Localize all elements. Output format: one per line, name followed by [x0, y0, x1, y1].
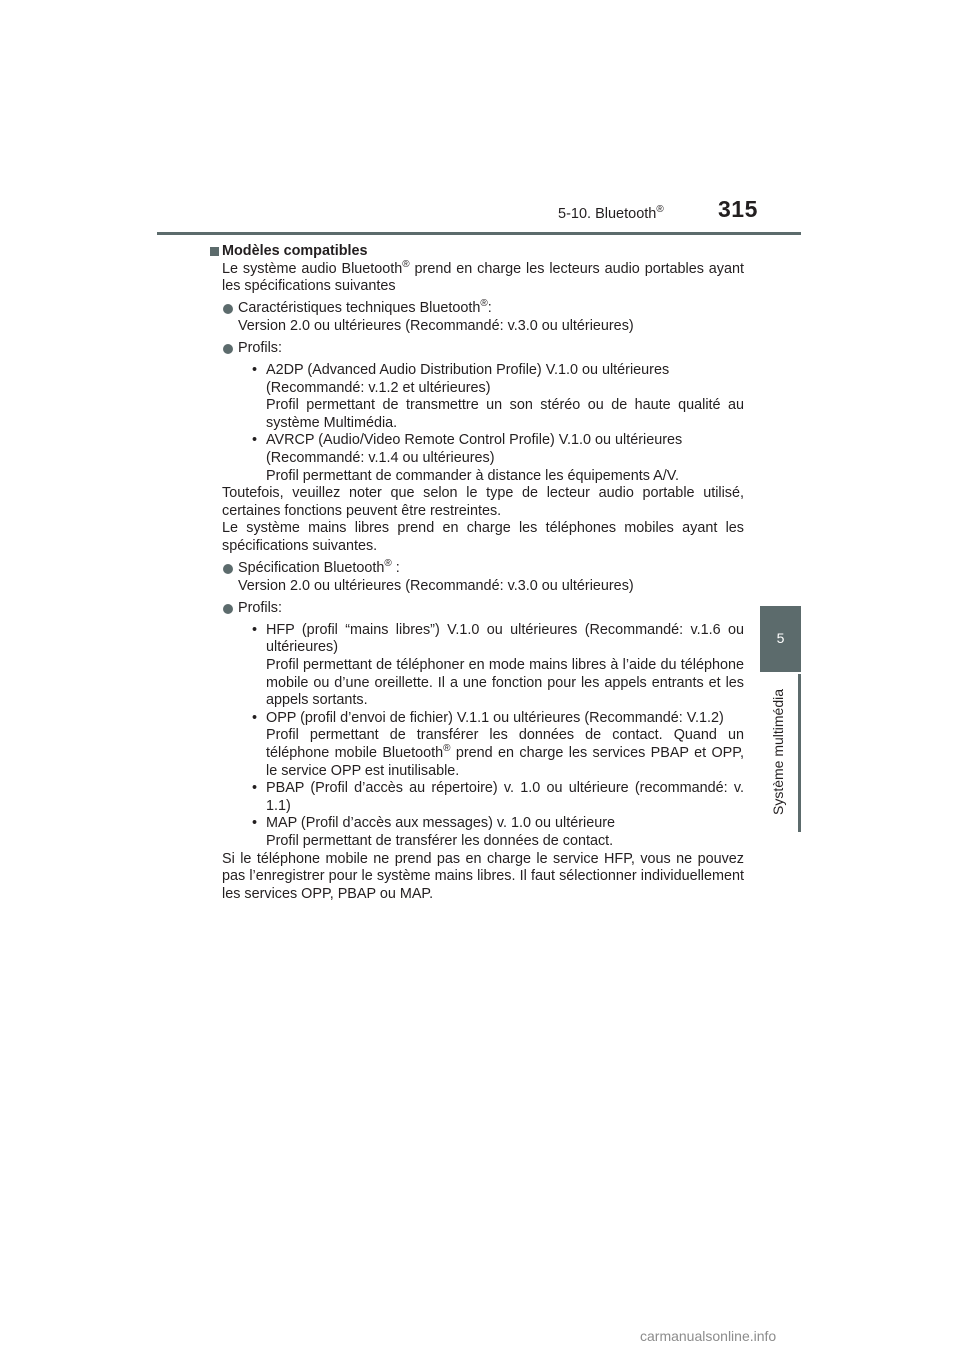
chapter-tab — [760, 606, 801, 672]
chapter-divider — [798, 674, 801, 832]
watermark: carmanualsonline.info — [640, 1328, 777, 1344]
audio-intro-b: prend en charge les lecteurs audio portables ayant les spécifications suivantes — [222, 260, 744, 295]
handsfree-intro: Le système mains libres prend en charge les téléphones mobiles ayant les spécifications suivantes. — [222, 520, 744, 554]
audio-spec-version: Version 2.0 ou ultérieures (Recommandé: v.3.0 ou ultérieures) — [238, 317, 634, 334]
section-heading-text: Modèles compatibles — [222, 243, 368, 259]
section-heading — [222, 243, 744, 261]
section-title — [558, 204, 664, 222]
audio-intro — [222, 258, 744, 296]
page-content — [222, 243, 744, 903]
profiles-label: Profils: — [238, 599, 282, 616]
profile-desc-b: prend en charge les services PBAP et OPP, le service OPP est inutilisable. — [266, 745, 745, 779]
section-title-text: 5-10. Bluetooth — [558, 205, 657, 222]
audio-profile-item — [252, 362, 744, 432]
profile-line: Profil permettant de commander à distance les équipements A/V. — [266, 467, 680, 484]
profiles-label: Profils: — [238, 339, 282, 356]
phone-spec-colon: : — [391, 560, 400, 577]
audio-profile-list — [222, 362, 744, 485]
profile-line: (Recommandé: v.1.2 et ultérieures) — [266, 379, 491, 396]
registered-mark: ® — [656, 204, 664, 215]
page-number: 315 — [718, 196, 758, 222]
audio-profiles-bullet — [222, 340, 744, 358]
chapter-number: 5 — [776, 630, 785, 646]
audio-profile-item — [252, 432, 744, 485]
profile-title: HFP (profil “mains libres”) V.1.0 ou ultérieures (Recommandé: v.1.6 ou ultérieures) — [266, 621, 744, 656]
header-divider — [157, 232, 801, 235]
circle-bullet-icon — [223, 304, 233, 314]
phone-spec-bullet — [222, 560, 744, 595]
profile-title: PBAP (Profil d’accès au répertoire) v. 1.0 ou ultérieure (recommandé: v. 1.1) — [266, 780, 744, 814]
profile-line: AVRCP (Audio/Video Remote Control Profile) V.1.0 ou ultérieures — [266, 432, 683, 449]
phone-profile-hfp — [252, 622, 744, 710]
registered-mark: ® — [443, 743, 451, 755]
dot-bullet-icon: • — [252, 815, 258, 832]
circle-bullet-icon — [223, 604, 233, 614]
phone-spec-label: Spécification Bluetooth — [238, 560, 385, 577]
final-note: Si le téléphone mobile ne prend pas en charge le service HFP, vous ne pouvez pas l’enregistrer pour le système mains libres. Il faut sélectionner individuellement les services OPP, PBAP ou MAP. — [222, 850, 744, 902]
audio-intro-a: Le système audio Bluetooth — [222, 260, 403, 277]
square-bullet-icon — [210, 247, 219, 256]
registered-mark: ® — [402, 258, 410, 270]
profile-desc: Profil permettant de téléphoner en mode mains libres à l’aide du téléphone mobile ou d’une oreillette. Il a une fonction pour les appels entrants et les appels sortants. — [266, 657, 744, 709]
audio-spec-label: Caractéristiques techniques Bluetooth — [238, 300, 481, 317]
registered-mark: ® — [480, 298, 488, 310]
profile-desc: Profil permettant de transférer les données de contact. — [266, 833, 614, 849]
phone-profile-opp — [252, 710, 744, 780]
dot-bullet-icon: • — [252, 362, 258, 379]
circle-bullet-icon — [223, 564, 233, 574]
dot-bullet-icon: • — [252, 621, 258, 638]
profile-desc-a: Profil permettant de transférer les données de contact. Quand un téléphone mobile Bluetooth — [266, 727, 744, 762]
phone-profile-pbap — [252, 780, 744, 815]
phone-profile-map — [252, 815, 744, 850]
circle-bullet-icon — [223, 344, 233, 354]
phone-profiles-bullet — [222, 600, 744, 618]
profile-line: (Recommandé: v.1.4 ou ultérieures) — [266, 450, 495, 467]
dot-bullet-icon: • — [252, 709, 258, 726]
profile-line: Profil permettant de transmettre un son stéréo ou de haute qualité au système Multimédia. — [266, 397, 744, 431]
phone-spec-version: Version 2.0 ou ultérieures (Recommandé: v.3.0 ou ultérieures) — [238, 577, 634, 594]
profile-line: A2DP (Advanced Audio Distribution Profile) V.1.0 ou ultérieures — [266, 362, 670, 379]
dot-bullet-icon: • — [252, 432, 258, 449]
audio-spec-colon: : — [487, 300, 492, 317]
chapter-label: Système multimédia — [770, 688, 786, 816]
audio-spec-bullet — [222, 300, 744, 335]
profile-title: MAP (Profil d’accès aux messages) v. 1.0 ou ultérieure — [266, 815, 615, 832]
profile-title: OPP (profil d’envoi de fichier) V.1.1 ou ultérieures (Recommandé: V.1.2) — [266, 709, 724, 726]
dot-bullet-icon: • — [252, 780, 258, 797]
registered-mark: ® — [384, 558, 392, 570]
phone-profile-list — [222, 622, 744, 851]
audio-note: Toutefois, veuillez noter que selon le type de lecteur audio portable utilisé, certaines fonctions peuvent être restreintes. — [222, 485, 744, 519]
